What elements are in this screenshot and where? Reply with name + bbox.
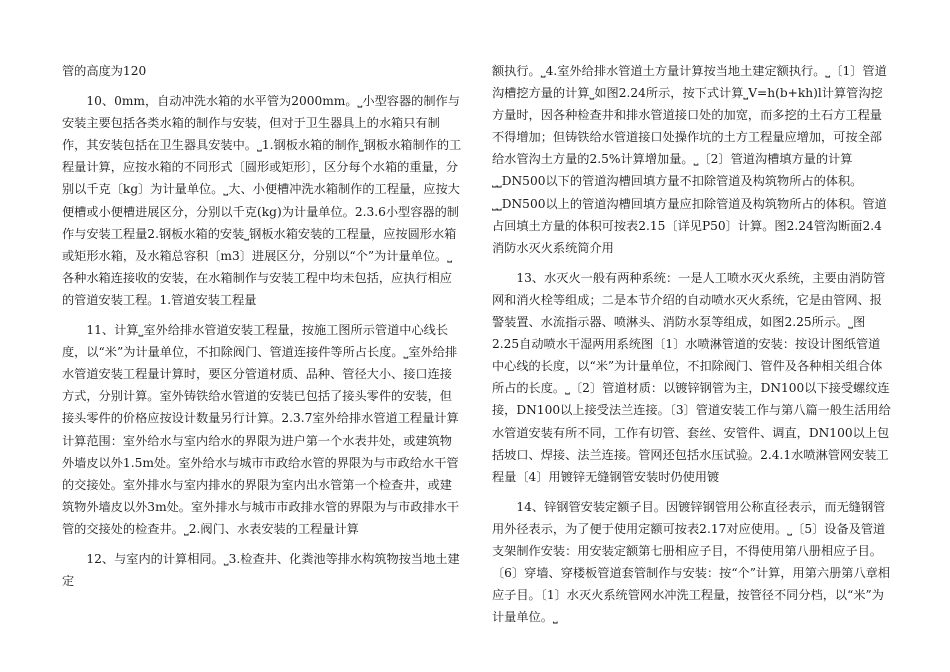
paragraph-left-2: 10、0mm，自动冲洗水箱的水平管为2000mm。⎵小型容器的制作与安装主要包括各类水箱的制作与安装，但对于卫生器具上的水箱只有制作，其安装包括在卫生器具安装中。⎵1.钢板水箱的制作⎵钢板水箱制作的工程量计算，应按水箱的不同形式〔圆形或矩形〕，区分每个水箱的重量，分别以千克〔kg〕为计量单位。⎵大、小便槽冲洗水箱制作的工程量，应按大便槽或小便槽进展区分，分别以千克(kg)为计量单位。2.3.6小型容器的制作与安装工程量2.钢板水箱的安装⎵钢板水箱安装的工程量，应按圆形水箱或矩形水箱，及水箱总容积〔m3〕进展区分，分别以“个”为计量单位。⎵各种水箱连接收的安装，在水箱制作与安装工程中均未包括，应执行相应的管道安装工程。1.管道安装工程量: [62, 94, 462, 307]
paragraph-right-2: 13、水灭火一般有两种系统：一是人工喷水灭火系统，主要由消防管网和消火栓等组成；二是本节介绍的自动喷水灭火系统，它是由管网、报警装置、水流指示器、喷淋头、消防水泵等组成，如图2.25所示。⎵图2.25自动喷水干湿两用系统图〔1〕水喷淋管道的安装：按设计图纸管道中心线的长度，以“米”为计量单位，不扣除阀门、管件及各种相关组合体所占的长度。⎵〔2〕管道材质：以镀锌钢管为主，DN100以下接受螺纹连接，DN100以上接受法兰连接。〔3〕管道安装工作与第八篇一般生活用给水管道安装有所不同，工作有切管、套丝、安管件、调直，DN100以上包括坡口、焊接、法兰连接。管网还包括水压试验。2.4.1水喷淋管网安装工程量〔4〕用镀锌无缝钢管安装时仍使用镀: [492, 270, 891, 484]
paragraph-left-3: 11、计算⎵室外给排水管道安装工程量，按施工图所示管道中心线长度，以“米”为计量单位，不扣除阀门、管道连接件等所占长度。⎵室外给排水管道安装工程量计算时，要区分管道材质、品种、管径大小、接口连接方式，分别计算。室外铸铁给水管道的安装已包括了接头零件的安装，但接头零件的价格应按设计数量另行计算。2.3.7室外给排水管道工程量计算计算范围：室外给水与室内给水的界限为进户第一个水表井处，或建筑物外墙皮以外1.5m处。室外给水与城市市政给水管的界限为与市政给水干管的交接处。室外排水与室内排水的界限为室内出水管第一个检查井，或建筑物外墙皮以外3m处。室外排水与城市市政排水管的界限为与市政排水干管的交接处的检查井。⎵2.阀门、水表安装的工程量计算: [62, 323, 460, 536]
paragraph-right-1: 额执行。⎵4.室外给排水管道土方量计算按当地土建定额执行。⎵〔1〕管道沟槽挖方量的计算⎵如图2.24所示，按下式计算⎵V=h(b+kh)l计算管沟挖方量时，因各种检查井和排水管道接口处的加宽，而多挖的土石方工程量不得增加；但铸铁给水管道接口处操作坑的土方工程量应增加，可按全部给水管沟土方量的2.5%计算增加量。⎵〔2〕管道沟槽填方量的计算⎵⎵DN500以下的管道沟槽回填方量不扣除管道及构筑物所占的体积。⎵⎵DN500以上的管道沟槽回填方量应扣除管道及构筑物所占的体积。管道占回填土方量的体积可按表2.15〔详见P50〕计算。图2.24管沟断面2.4消防水灭火系统简介用: [492, 64, 887, 255]
left-text-column: [62, 60, 462, 600]
paragraph-right-3: 14、锌钢管安装定额子目。因镀锌钢管用公称直径表示，而无缝钢管用外径表示，为了便于使用定额可按表2.17对应使用。⎵〔5〕设备及管道支架制作安装：用安装定额第七册相应子目，不得使用第八册相应子目。〔6〕穿墙、穿楼板管道套管制作与安装：按“个”计算，用第六册第八章相应子目。〔1〕水灭火系统管网水冲洗工程量，按管径不同分档，以“米”为计量单位。⎵: [492, 499, 891, 625]
paragraph-left-4: 12、与室内的计算相同。⎵3.检查井、化粪池等排水构筑物按当地土建定: [62, 551, 460, 589]
right-text-column: [492, 60, 892, 636]
paragraph-left-1: 管的高度为120: [62, 64, 147, 78]
